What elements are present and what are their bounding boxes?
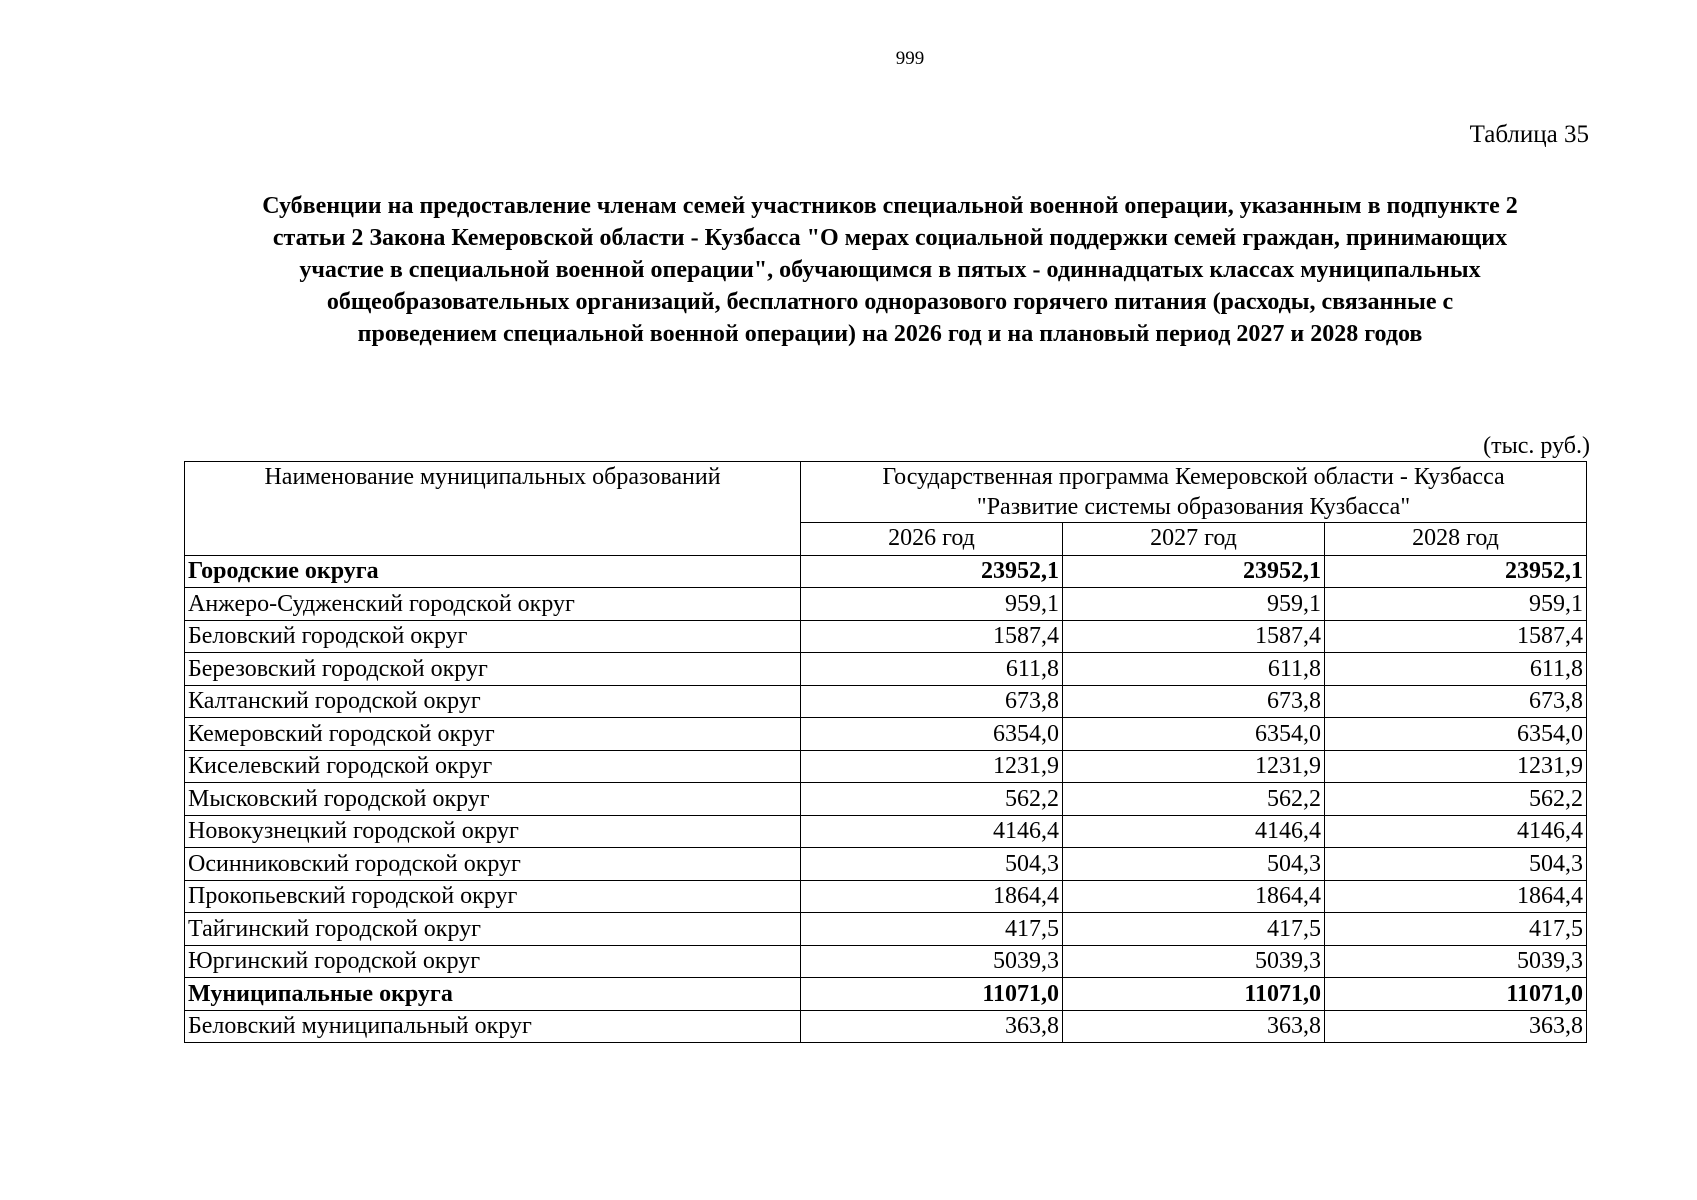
municipality-name-cell: Кемеровский городской округ [185, 718, 801, 751]
municipality-name-cell: Киселевский городской округ [185, 750, 801, 783]
value-2028-cell: 504,3 [1325, 848, 1587, 881]
value-2028-cell: 1587,4 [1325, 620, 1587, 653]
header-year-2026: 2026 год [801, 523, 1063, 556]
value-2026-cell: 6354,0 [801, 718, 1063, 751]
value-2027-cell: 417,5 [1063, 913, 1325, 946]
title-line: проведением специальной военной операции) на 2026 год и на плановый период 2027 и 2028 годов [357, 321, 1423, 347]
value-2028-cell: 611,8 [1325, 653, 1587, 686]
title-line: Субвенции на предоставление членам семей участников специальной военной операции, указанным в подпункте 2 [262, 193, 1518, 219]
header-year-2027: 2027 год [1063, 523, 1325, 556]
header-program-line2: "Развитие системы образования Кузбасса" [976, 494, 1411, 520]
value-2028-cell: 23952,1 [1325, 555, 1587, 588]
title-line: участие в специальной военной операции", обучающимся в пятых - одиннадцатых классах муниципальных [299, 257, 1481, 283]
table-row [185, 783, 1587, 816]
municipality-name-cell: Новокузнецкий городской округ [185, 815, 801, 848]
value-2027-cell: 363,8 [1063, 1010, 1325, 1043]
municipality-name-cell: Калтанский городской округ [185, 685, 801, 718]
header-program-line1: Государственная программа Кемеровской области - Кузбасса [882, 464, 1505, 490]
document-title [190, 190, 1590, 350]
municipality-name-cell: Мысковский городской округ [185, 783, 801, 816]
page-number: 999 [895, 48, 925, 69]
municipality-name-cell: Осинниковский городской округ [185, 848, 801, 881]
value-2028-cell: 673,8 [1325, 685, 1587, 718]
value-2026-cell: 363,8 [801, 1010, 1063, 1043]
value-2028-cell: 5039,3 [1325, 945, 1587, 978]
table-row [185, 880, 1587, 913]
title-line: общеобразовательных организаций, бесплатного одноразового горячего питания (расходы, связанные с [326, 289, 1454, 315]
value-2026-cell: 504,3 [801, 848, 1063, 881]
header-program [801, 462, 1587, 523]
title-line: статьи 2 Закона Кемеровской области - Кузбасса "О мерах социальной поддержки семей граждан, принимающих [272, 225, 1508, 251]
value-2028-cell: 1864,4 [1325, 880, 1587, 913]
value-2027-cell: 1231,9 [1063, 750, 1325, 783]
table-row [185, 750, 1587, 783]
municipality-name-cell: Березовский городской округ [185, 653, 801, 686]
value-2027-cell: 1587,4 [1063, 620, 1325, 653]
value-2028-cell: 6354,0 [1325, 718, 1587, 751]
value-2027-cell: 4146,4 [1063, 815, 1325, 848]
table-row [185, 815, 1587, 848]
subsidies-table [184, 461, 1587, 1043]
value-2027-cell: 23952,1 [1063, 555, 1325, 588]
table-row [185, 718, 1587, 751]
table-row [185, 913, 1587, 946]
value-2028-cell: 1231,9 [1325, 750, 1587, 783]
value-2028-cell: 417,5 [1325, 913, 1587, 946]
value-2027-cell: 959,1 [1063, 588, 1325, 621]
table-group-row [185, 978, 1587, 1011]
value-2027-cell: 611,8 [1063, 653, 1325, 686]
table-row [185, 588, 1587, 621]
value-2026-cell: 1587,4 [801, 620, 1063, 653]
value-2027-cell: 6354,0 [1063, 718, 1325, 751]
municipality-name-cell: Юргинский городской округ [185, 945, 801, 978]
header-municipality-name: Наименование муниципальных образований [185, 462, 801, 556]
value-2027-cell: 504,3 [1063, 848, 1325, 881]
municipality-name-cell: Городские округа [185, 555, 801, 588]
municipality-name-cell: Муниципальные округа [185, 978, 801, 1011]
value-2026-cell: 673,8 [801, 685, 1063, 718]
table-label: Таблица 35 [1469, 121, 1589, 148]
table-body [185, 555, 1587, 1043]
value-2027-cell: 562,2 [1063, 783, 1325, 816]
table-row [185, 653, 1587, 686]
value-2026-cell: 562,2 [801, 783, 1063, 816]
value-2026-cell: 1864,4 [801, 880, 1063, 913]
value-2026-cell: 417,5 [801, 913, 1063, 946]
value-2026-cell: 5039,3 [801, 945, 1063, 978]
municipality-name-cell: Беловский городской округ [185, 620, 801, 653]
municipality-name-cell: Тайгинский городской округ [185, 913, 801, 946]
value-2028-cell: 562,2 [1325, 783, 1587, 816]
value-2026-cell: 4146,4 [801, 815, 1063, 848]
value-2027-cell: 673,8 [1063, 685, 1325, 718]
value-2028-cell: 959,1 [1325, 588, 1587, 621]
municipality-name-cell: Анжеро-Судженский городской округ [185, 588, 801, 621]
value-2028-cell: 4146,4 [1325, 815, 1587, 848]
value-2028-cell: 11071,0 [1325, 978, 1587, 1011]
value-2026-cell: 11071,0 [801, 978, 1063, 1011]
value-2026-cell: 959,1 [801, 588, 1063, 621]
table-row [185, 945, 1587, 978]
table-row [185, 685, 1587, 718]
value-2027-cell: 5039,3 [1063, 945, 1325, 978]
value-2028-cell: 363,8 [1325, 1010, 1587, 1043]
value-2026-cell: 23952,1 [801, 555, 1063, 588]
table-group-row [185, 555, 1587, 588]
municipality-name-cell: Беловский муниципальный округ [185, 1010, 801, 1043]
value-2026-cell: 611,8 [801, 653, 1063, 686]
value-2027-cell: 1864,4 [1063, 880, 1325, 913]
header-year-2028: 2028 год [1325, 523, 1587, 556]
units-label: (тыс. руб.) [1483, 433, 1590, 459]
table-row [185, 848, 1587, 881]
table-row [185, 1010, 1587, 1043]
table-row [185, 620, 1587, 653]
value-2026-cell: 1231,9 [801, 750, 1063, 783]
municipality-name-cell: Прокопьевский городской округ [185, 880, 801, 913]
value-2027-cell: 11071,0 [1063, 978, 1325, 1011]
